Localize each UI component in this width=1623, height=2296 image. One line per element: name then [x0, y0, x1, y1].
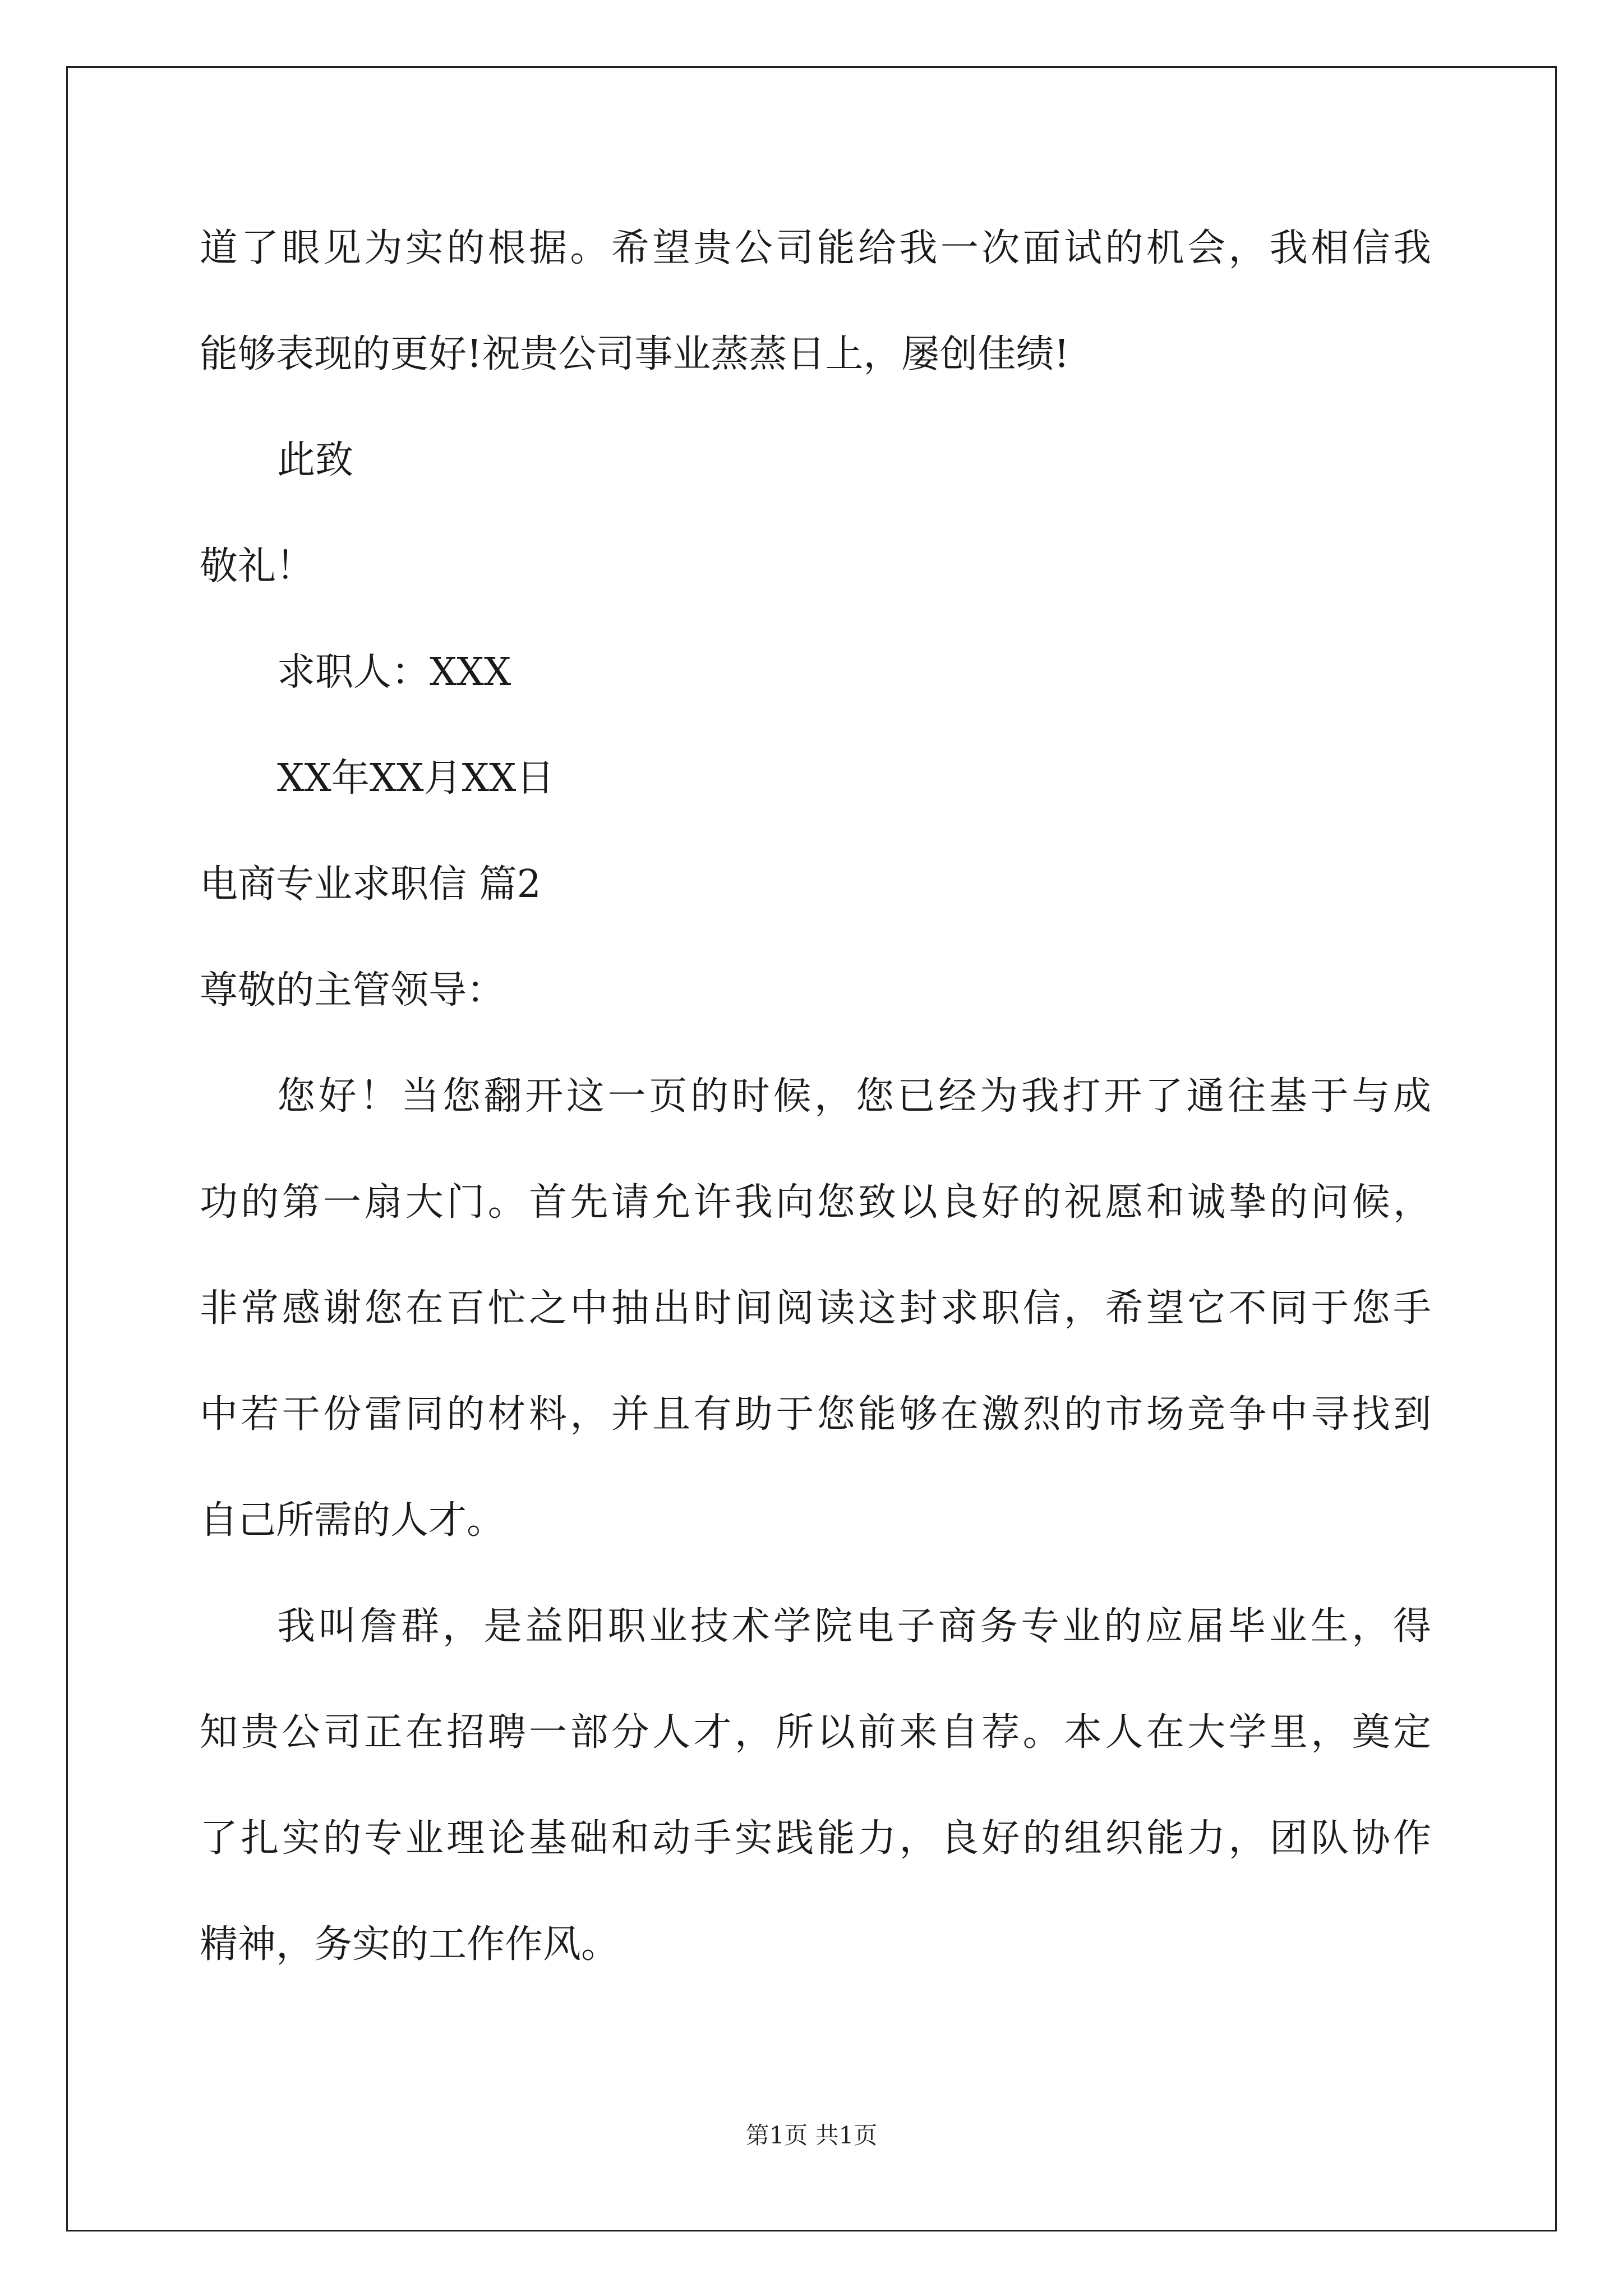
paragraph-line: 自己所需的人才。: [200, 1498, 505, 1543]
paragraph-line: 功的第一扇大门。首先请允许我向您致以良好的祝愿和诚挚的问候，: [200, 1180, 1431, 1225]
closing-regards: 敬礼！: [200, 544, 315, 588]
paragraph-line: 中若干份雷同的材料，并且有助于您能够在激烈的市场竞争中寻找到: [200, 1392, 1431, 1437]
closing-salutation: 此致: [277, 438, 354, 482]
paragraph-line: 道了眼见为实的根据。希望贵公司能给我一次面试的机会，我相信我: [200, 226, 1431, 270]
paragraph-line: 我叫詹群，是益阳职业技术学院电子商务专业的应届毕业生，得: [277, 1604, 1431, 1649]
paragraph-line: 非常感谢您在百忙之中抽出时间阅读这封求职信，希望它不同于您手: [200, 1286, 1431, 1331]
paragraph-line: 能够表现的更好!祝贵公司事业蒸蒸日上，屡创佳绩!: [200, 332, 1069, 376]
paragraph-line: 精神，务实的工作作风。: [200, 1922, 620, 1967]
letter-greeting: 尊敬的主管领导：: [200, 968, 505, 1013]
paragraph-line: 知贵公司正在招聘一部分人才，所以前来自荐。本人在大学里，奠定: [200, 1710, 1431, 1755]
applicant-signature: 求职人：XXX: [277, 650, 511, 694]
section-heading: 电商专业求职信 篇2: [200, 862, 541, 907]
letter-date: XX年XX月XX日: [277, 756, 555, 800]
page-number-footer: 第1页 共1页: [745, 2122, 878, 2149]
document-body: [200, 222, 1431, 1972]
paragraph-line: 了扎实的专业理论基础和动手实践能力，良好的组织能力，团队协作: [200, 1816, 1431, 1861]
paragraph-line: 您好！当您翻开这一页的时候，您已经为我打开了通往基于与成: [277, 1074, 1431, 1119]
